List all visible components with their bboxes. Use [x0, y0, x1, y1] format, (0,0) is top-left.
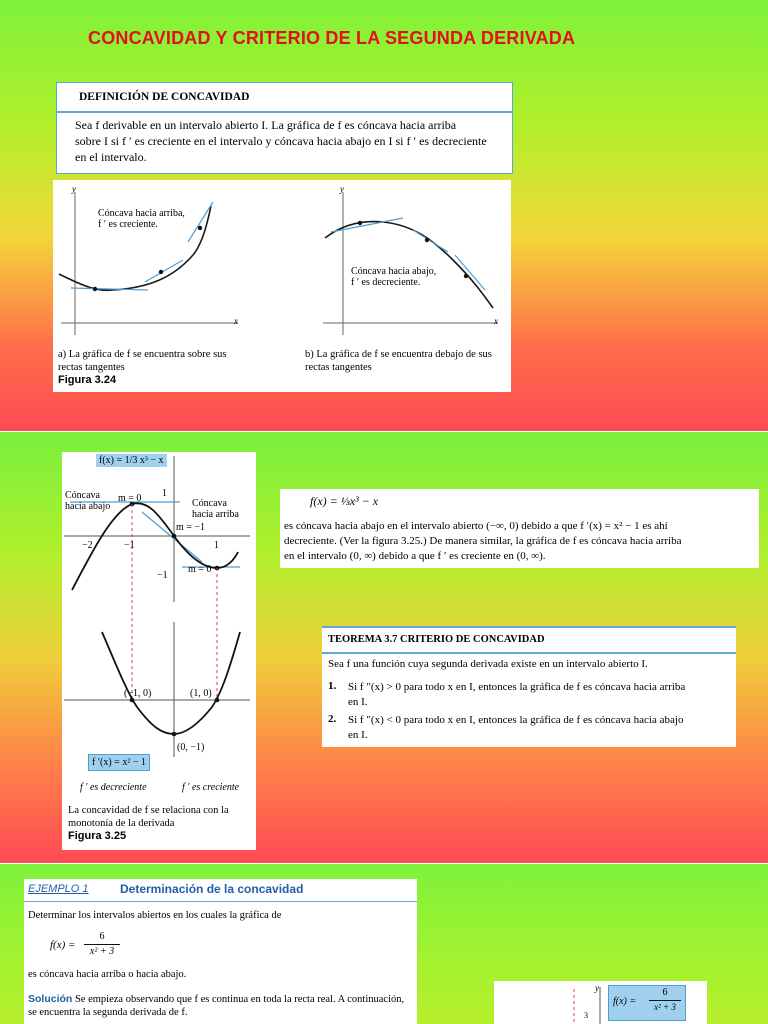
- concave-up-line-1: Cóncava: [192, 498, 227, 509]
- theorem-box: [322, 626, 736, 747]
- graph-b-label: [351, 266, 436, 288]
- slide-3: [0, 864, 768, 1024]
- point-min-label: (0, −1): [177, 742, 205, 753]
- point: [215, 698, 220, 703]
- theorem-intro: Sea f una función cuya segunda derivada existe en un intervalo abierto I.: [328, 658, 648, 670]
- caption-a-line-2: rectas tangentes: [58, 362, 125, 373]
- caption-line-1: La concavidad de f se relaciona con la: [68, 805, 229, 816]
- figure-label: Figura 3.25: [68, 830, 127, 842]
- m0-bottom-label: m = 0: [188, 564, 212, 575]
- example-fx-lhs: f(x) =: [50, 939, 76, 951]
- concave-down-line-1: Cóncava: [65, 490, 100, 501]
- example-title: Determinación de la concavidad: [120, 882, 304, 896]
- solution-line-2: se encuentra la segunda derivada de f.: [28, 1007, 188, 1018]
- example-line-1: Determinar los intervalos abiertos en los cuales la gráfica de: [28, 910, 282, 921]
- graph-a-y-label: y: [72, 184, 76, 194]
- tangent-point: [93, 287, 97, 291]
- concave-up-label: [192, 498, 239, 520]
- theorem-item-2: [348, 713, 733, 743]
- fx-line-3: en el intervalo (0, ∞) debido a que f ′ es creciente en (0, ∞).: [284, 550, 546, 562]
- definition-heading: DEFINICIÓN DE CONCAVIDAD: [79, 91, 250, 103]
- definition-line-1: Sea f derivable en un intervalo abierto I. La gráfica de f es cóncava hacia arriba: [75, 118, 457, 132]
- example-fx-bar: [84, 944, 120, 945]
- tick-yneg1: −1: [157, 570, 168, 581]
- example-solution: [28, 993, 418, 1005]
- definition-header: [57, 83, 512, 113]
- graph-b: [323, 192, 498, 335]
- point-1-label: (1, 0): [190, 688, 212, 699]
- graph-b-label-line-1: Cóncava hacia abajo,: [351, 266, 437, 277]
- tangent-line: [455, 255, 485, 290]
- item-2-line-b: en I.: [348, 729, 368, 741]
- caption-line-2: monotonía de la derivada: [68, 818, 175, 829]
- f-label: f(x) = 1/3 x³ − x: [96, 454, 167, 467]
- tangent-point: [464, 274, 468, 278]
- example-graph-fx-box: [608, 985, 686, 1021]
- concave-up-line-2: hacia arriba: [192, 509, 239, 520]
- concave-down-label: [65, 490, 110, 512]
- caption-b-line-1: b) La gráfica de f se encuentra debajo de sus: [305, 349, 492, 360]
- example-tick-3: 3: [584, 1011, 588, 1020]
- tick-1: 1: [214, 540, 219, 551]
- example-graph-fx-num: 6: [662, 987, 668, 998]
- item-1-number: 1.: [328, 680, 337, 692]
- theorem-item-1: [348, 680, 733, 710]
- caption-b: [305, 348, 492, 374]
- slide-2: [0, 432, 768, 864]
- figure-3-24-graphs: [53, 180, 511, 350]
- tangent-point: [358, 221, 362, 225]
- graph-a-label-line-2: f ′ es creciente.: [98, 219, 158, 230]
- item-2-number: 2.: [328, 713, 337, 725]
- fx-line-2: decreciente. (Ver la figura 3.25.) De manera similar, la gráfica de f es cóncava hacia arriba: [284, 535, 682, 547]
- definition-box: [56, 82, 513, 174]
- example-line-2: es cóncava hacia arriba o hacia abajo.: [28, 969, 187, 980]
- item-1-line-a: Si f ″(x) > 0 para todo x en I, entonces la gráfica de f es cóncava hacia arriba: [348, 681, 686, 693]
- example-graph: [494, 981, 707, 1024]
- point: [172, 534, 177, 539]
- graph-a-x-label: x: [234, 316, 238, 326]
- example-fx-num: 6: [99, 931, 105, 942]
- definition-line-2: sobre I si f ′ es creciente en el intervalo y cóncava hacia abajo en I si f ′ es decreciente: [75, 134, 487, 148]
- example-graph-y-label: y: [595, 983, 599, 993]
- definition-line-3: en el intervalo.: [75, 150, 147, 164]
- example-graph-fx-den: x² + 3: [654, 1002, 676, 1012]
- solution-label: Solución: [28, 993, 73, 1005]
- item-1-line-b: en I.: [348, 696, 368, 708]
- fx-line-1: es cóncava hacia abajo en el intervalo abierto (−∞, 0) debido a que f ′(x) = x² − 1 es ahí: [284, 520, 668, 532]
- tick-neg2: −2: [82, 540, 93, 551]
- definition-text: [75, 117, 500, 165]
- tangent-point: [159, 270, 163, 274]
- graph-b-label-line-2: f ′ es decreciente.: [351, 277, 421, 288]
- tangent-point: [198, 226, 202, 230]
- example-graph-fx-lhs: f(x) =: [613, 996, 637, 1007]
- bottom-curve-fprime: [102, 632, 240, 734]
- fprime-label: f ′(x) = x² − 1: [88, 754, 150, 771]
- decreasing-label: f ′ es decreciente: [80, 782, 147, 793]
- point-neg1-label: (−1, 0): [124, 688, 152, 699]
- example-header: [24, 879, 417, 902]
- fx-explanation: [284, 519, 756, 564]
- solution-line-1: Se empieza observando que f es continua en toda la recta real. A continuación,: [74, 994, 405, 1005]
- m0-top-label: m = 0: [118, 493, 142, 504]
- example-tag: EJEMPLO 1: [28, 883, 89, 895]
- example-fx-den: x² + 3: [89, 946, 115, 957]
- caption-a-line-1: a) La gráfica de f se encuentra sobre sus: [58, 349, 227, 360]
- concavity-example-box: [280, 489, 759, 568]
- tick-neg1: −1: [124, 540, 135, 551]
- tangent-point: [425, 238, 429, 242]
- tangent-line: [331, 218, 403, 232]
- caption-a: [58, 348, 227, 387]
- tangent-line: [188, 202, 213, 242]
- theorem-heading: TEOREMA 3.7 CRITERIO DE CONCAVIDAD: [328, 634, 545, 645]
- m-neg1-label: m = −1: [176, 522, 206, 533]
- graph-b-curve: [325, 222, 493, 308]
- example-graph-fx-bar: [649, 1000, 681, 1001]
- concave-down-line-2: hacia abajo: [65, 501, 111, 512]
- theorem-header: [322, 626, 736, 654]
- figure-3-25-caption: [68, 804, 229, 843]
- item-2-line-a: Si f ″(x) < 0 para todo x en I, entonces la gráfica de f es cóncava hacia abajo: [348, 714, 684, 726]
- graph-a-label: [98, 208, 185, 230]
- slide-1: [0, 0, 768, 432]
- example-box: [24, 879, 417, 1024]
- graph-a-label-line-1: Cóncava hacia arriba,: [98, 208, 185, 219]
- graph-b-x-label: x: [494, 316, 498, 326]
- figure-3-24: [53, 180, 511, 392]
- figure-label: Figura 3.24: [58, 374, 117, 386]
- tick-y1: 1: [162, 488, 167, 499]
- point: [172, 732, 177, 737]
- figure-3-25: [62, 452, 256, 850]
- fx-formula: f(x) = ⅓x³ − x: [310, 494, 379, 508]
- caption-b-line-2: rectas tangentes: [305, 362, 372, 373]
- increasing-label: f ′ es creciente: [182, 782, 240, 793]
- graph-b-y-label: y: [340, 184, 344, 194]
- slide-title: CONCAVIDAD Y CRITERIO DE LA SEGUNDA DERIVADA: [88, 28, 576, 48]
- tangent-line: [413, 230, 448, 252]
